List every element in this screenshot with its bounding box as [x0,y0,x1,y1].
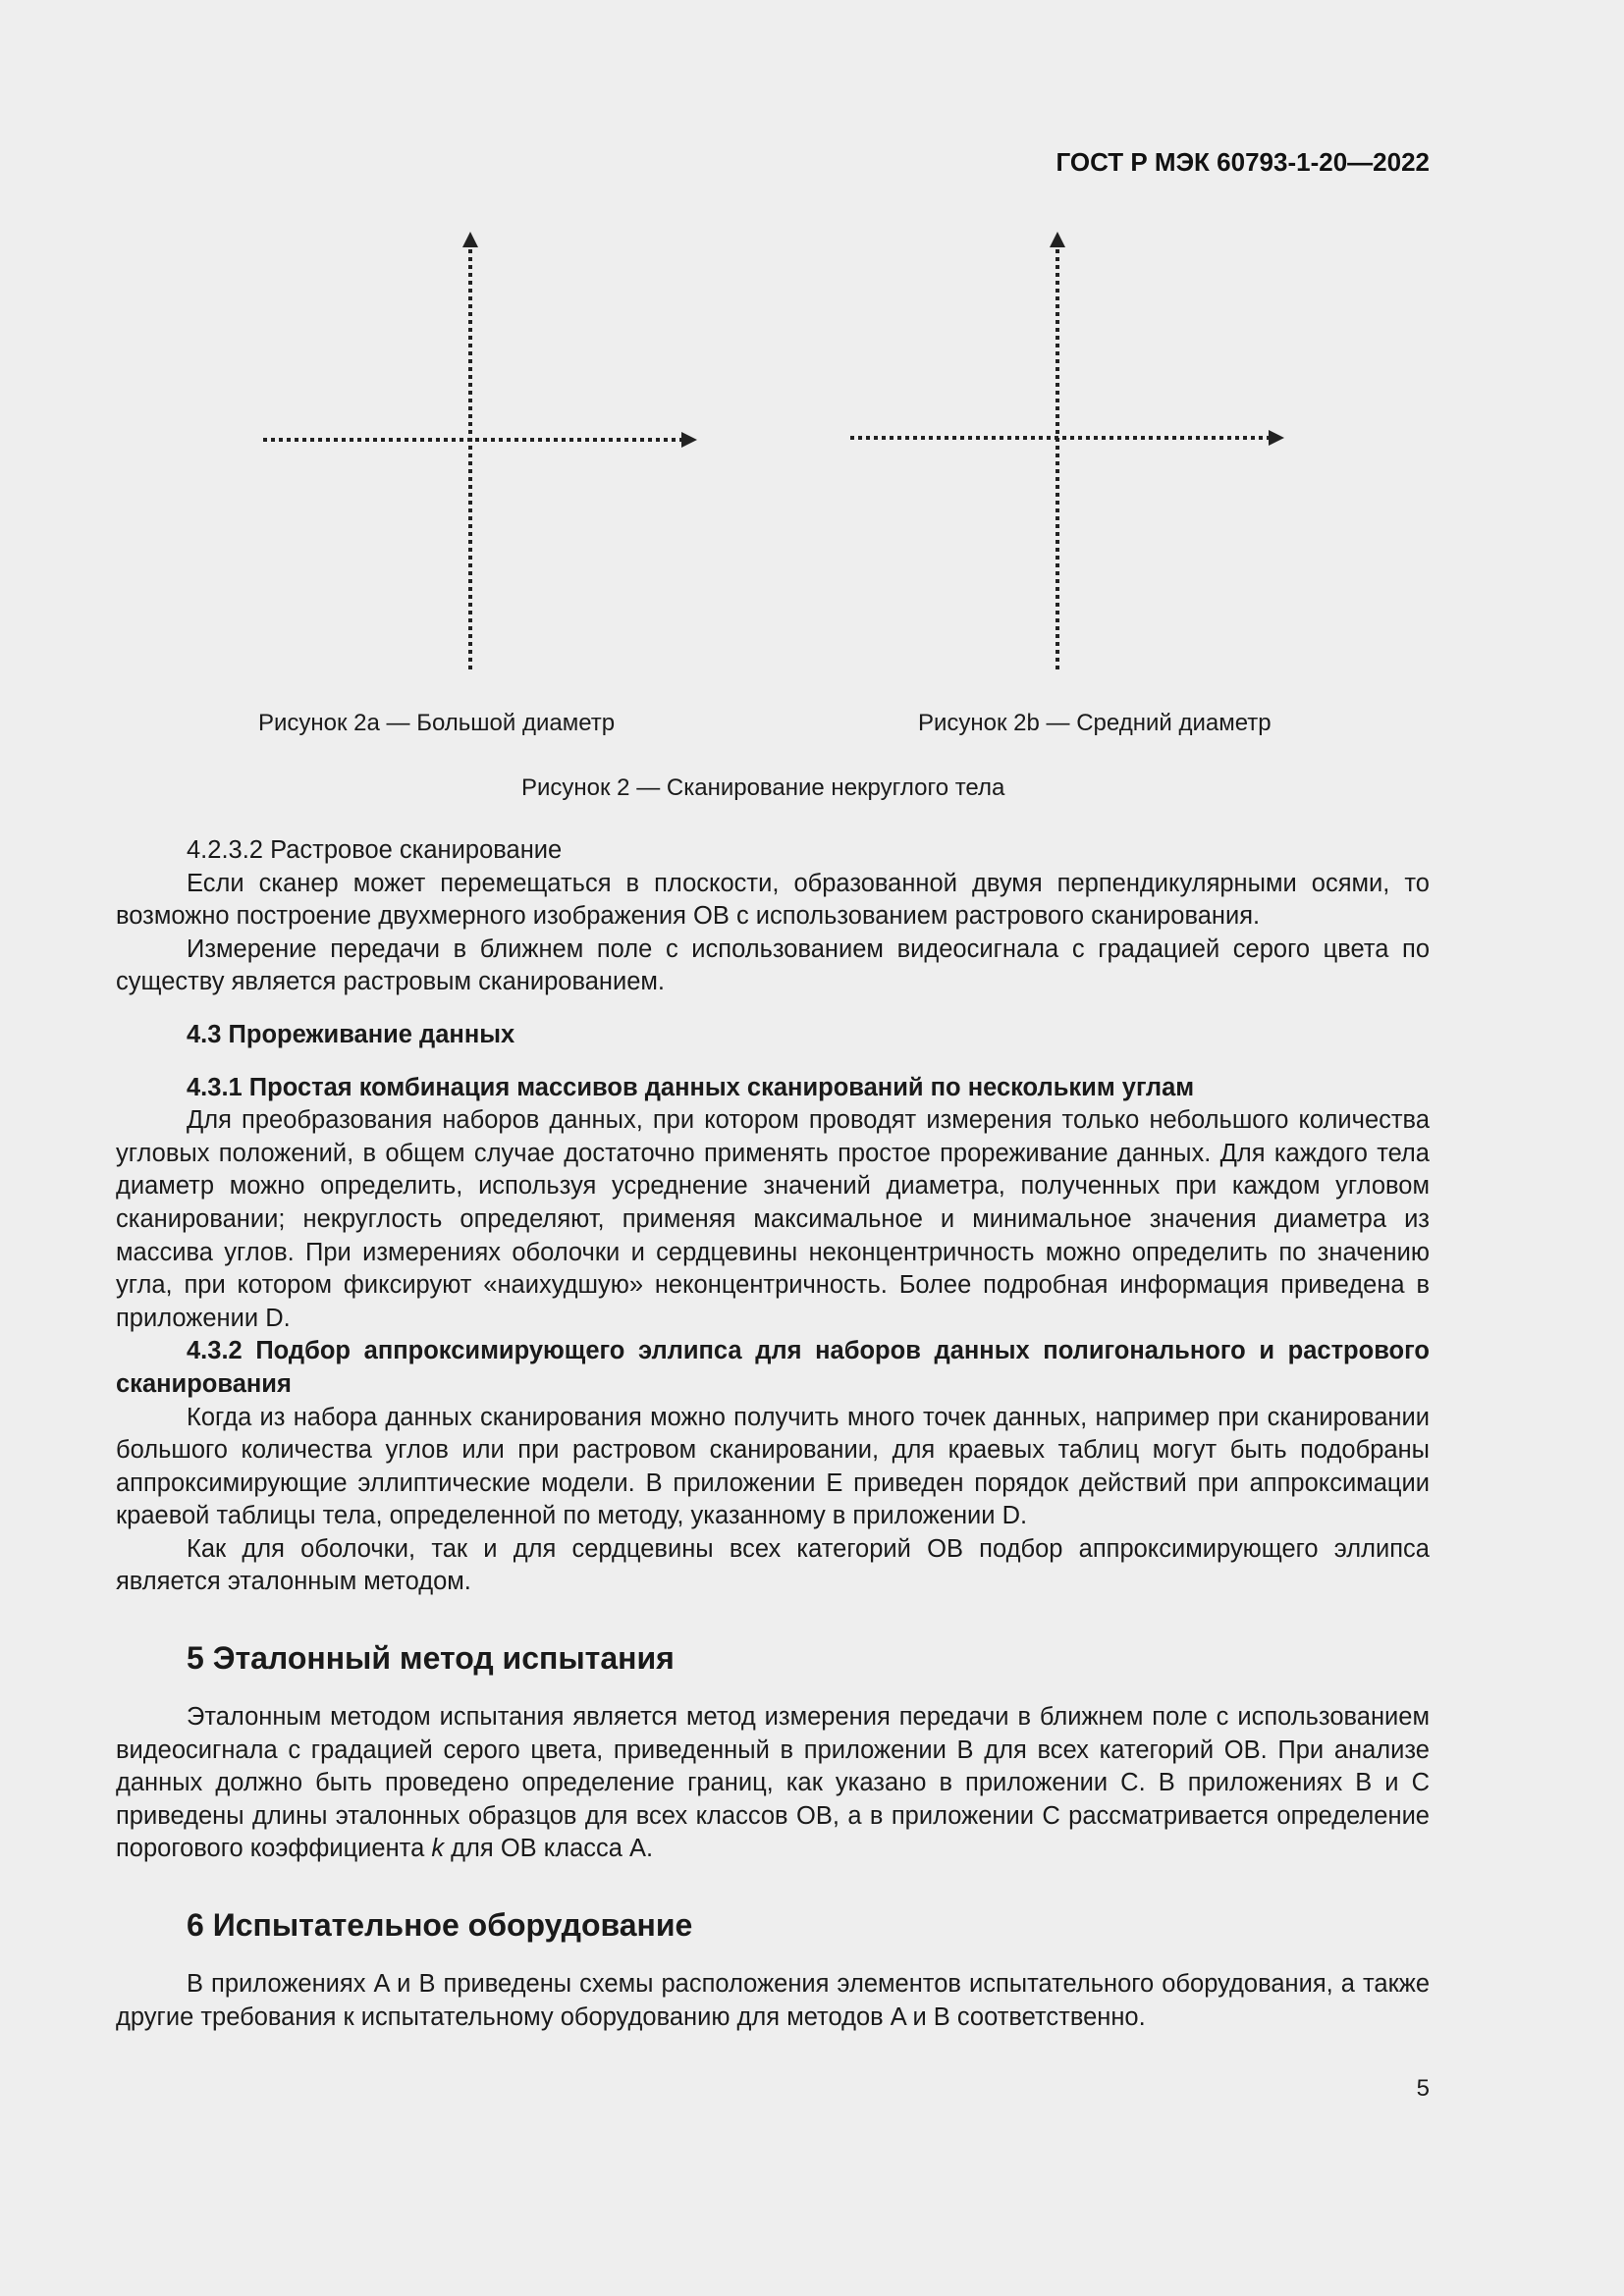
section-4-3-1-paragraph-1: Для преобразования наборов данных, при котором проводят измерения только небольшого количества угловых положений, в общем случае достаточно применять простое прореживание данных. Для каждого тела диаметр можно определить, используя усреднение значений диаметра, полученных при каждом угловом сканировании; некруглость определяют, применяя максимальное и минимальное значения диаметра из массива углов. При измерениях оболочки и сердцевины неконцентричность можно определить по значению угла, при котором фиксируют «наихудшую» неконцентричность. Более подробная информация приведена в приложении D. [116,1106,1430,1332]
section-4-3-2-paragraph-1: Когда из набора данных сканирования можно получить много точек данных, например при сканировании большого количества углов или при растровом сканировании, для краевых таблиц могут быть подобраны аппроксимирующие эллиптические модели. В приложении E приведен порядок действий при аппроксимации краевой таблицы тела, определенной по методу, указанному в приложении D. [116,1403,1430,1530]
section-5-text-part-1: Эталонным методом испытания является метод измерения передачи в ближнем поле с использованием видеосигнала с градацией серого цвета, приведенный в приложении B для всех категорий ОВ. При анализе данных должно быть проведено определение границ, как указано в приложении C. В приложениях B и C приведены длины эталонных образцов для всех классов ОВ, а в приложении C рассматривается определение порогового коэффициента [116,1703,1430,1863]
figure-2b-horizontal-arrowhead [1269,430,1284,446]
section-4-2-3-2-heading: 4.2.3.2 Растровое сканирование [187,836,563,864]
document-body [116,834,1430,2034]
figure-2a-caption: Рисунок 2a — Большой диаметр [258,710,616,736]
figure-2-caption: Рисунок 2 — Сканирование некруглого тела [521,774,1005,801]
section-4-3-1-heading: 4.3.1 Простая комбинация массивов данных сканирований по нескольким углам [187,1073,1195,1101]
section-4-3-heading: 4.3 Прореживание данных [187,1020,515,1048]
section-4-2-3-2-paragraph-2: Измерение передачи в ближнем поле с использованием видеосигнала с градацией серого цвета по существу является растровым сканированием. [116,934,1430,996]
section-6-heading: 6 Испытательное оборудование [187,1907,693,1944]
section-5-heading: 5 Эталонный метод испытания [187,1640,675,1677]
figure-2a-diagram [255,226,707,677]
figure-2b-caption: Рисунок 2b — Средний диаметр [918,710,1272,736]
figure-2b-vertical-arrowhead [1050,232,1065,247]
figure-2b-diagram [842,226,1294,677]
figure-2a-vertical-arrowhead [462,232,478,247]
section-5-paragraph-1 [116,1701,1430,1866]
page-number: 5 [1416,2075,1430,2102]
section-4-3-2-heading: 4.3.2 Подбор аппроксимирующего эллипса для наборов данных полигонального и растрового сканирования [116,1337,1430,1398]
section-5-text-part-2: для ОВ класса A. [444,1835,654,1863]
figure-2a-horizontal-arrowhead [681,432,697,448]
section-4-3-2-paragraph-2: Как для оболочки, так и для сердцевины всех категорий ОВ подбор аппроксимирующего эллипса является эталонным методом. [116,1534,1430,1596]
document-code: ГОСТ Р МЭК 60793-1-20—2022 [1056,147,1430,177]
section-6-paragraph-1: В приложениях A и B приведены схемы расположения элементов испытательного оборудования, а также другие требования к испытательному оборудованию для методов A и B соответственно. [116,1970,1430,2031]
coefficient-k: k [431,1835,445,1863]
section-4-2-3-2-paragraph-1: Если сканер может перемещаться в плоскости, образованной двумя перпендикулярными осями, то возможно построение двухмерного изображения ОВ с использованием растрового сканирования. [116,869,1430,931]
